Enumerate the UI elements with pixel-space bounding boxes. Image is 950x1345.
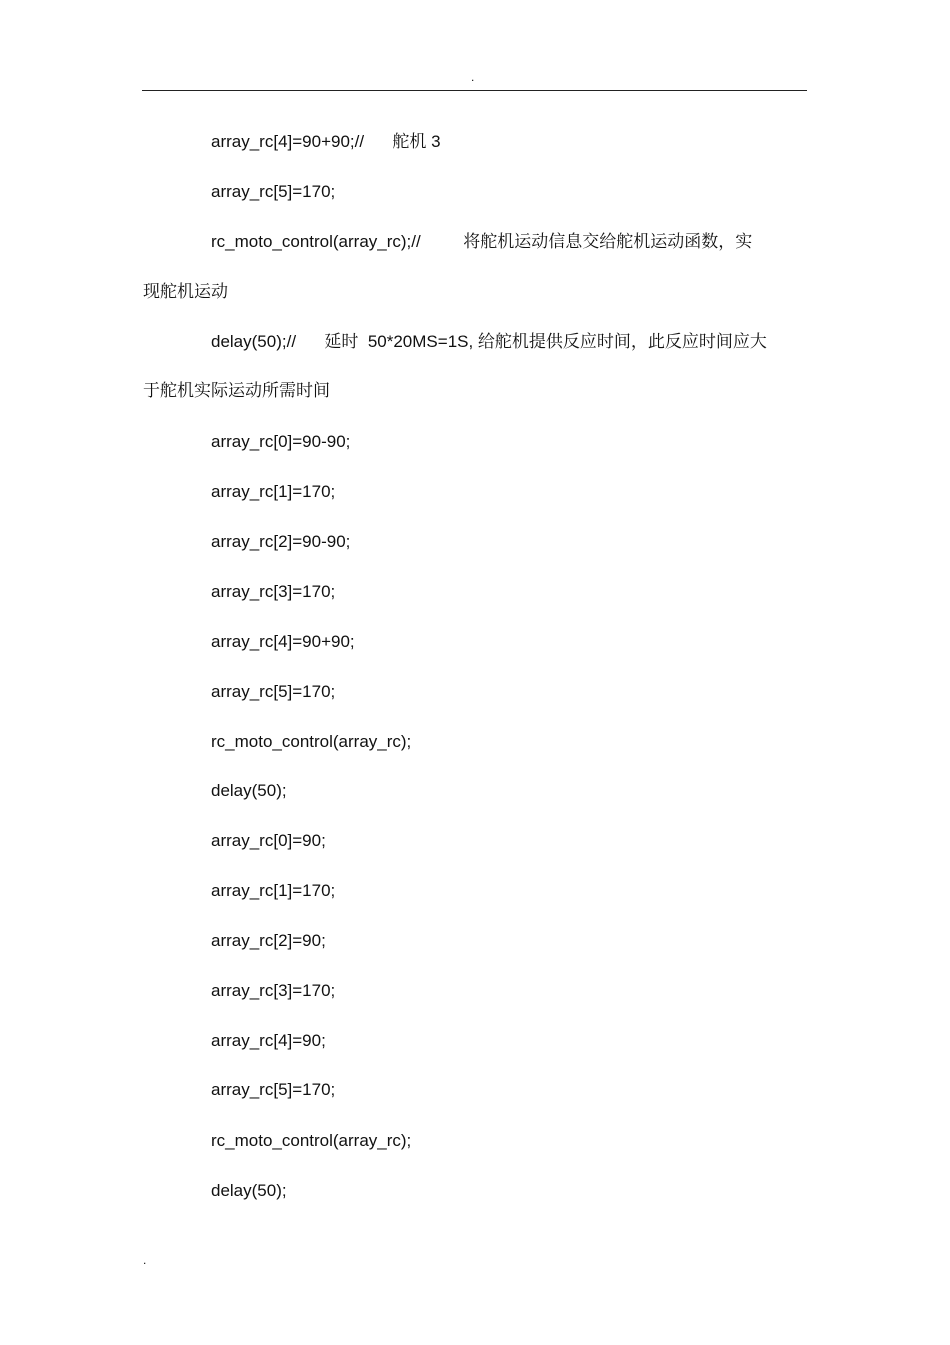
code-line: array_rc[5]=170;	[211, 1080, 336, 1099]
code-line: rc_moto_control(array_rc);	[211, 732, 412, 751]
code-line: array_rc[4]=90+90;// 舵机 3	[211, 132, 441, 151]
header-rule	[142, 90, 807, 91]
code-line: array_rc[2]=90;	[211, 931, 326, 950]
code-line: array_rc[5]=170;	[211, 682, 336, 701]
code-line: array_rc[5]=170;	[211, 182, 336, 201]
code-line: array_rc[3]=170;	[211, 981, 336, 1000]
code-line: array_rc[2]=90-90;	[211, 532, 351, 551]
footer-mark: .	[143, 1253, 147, 1267]
code-line: delay(50);// 延时 50*20MS=1S, 给舵机提供反应时间，此反应时间应大	[211, 332, 767, 351]
code-line: array_rc[1]=170;	[211, 482, 336, 501]
code-line: delay(50);	[211, 1181, 287, 1200]
code-line: array_rc[3]=170;	[211, 582, 336, 601]
code-line-continuation: 于舵机实际运动所需时间	[143, 381, 330, 400]
code-line: rc_moto_control(array_rc);	[211, 1131, 412, 1150]
code-line: array_rc[4]=90;	[211, 1031, 326, 1050]
code-line: array_rc[1]=170;	[211, 881, 336, 900]
header-mark: .	[471, 70, 475, 84]
code-line: array_rc[4]=90+90;	[211, 632, 355, 651]
code-line: rc_moto_control(array_rc);// 将舵机运动信息交给舵机运动函数，实	[211, 232, 753, 251]
code-line-continuation: 现舵机运动	[143, 282, 228, 301]
code-line: delay(50);	[211, 781, 287, 800]
code-line: array_rc[0]=90;	[211, 831, 326, 850]
code-line: array_rc[0]=90-90;	[211, 432, 351, 451]
